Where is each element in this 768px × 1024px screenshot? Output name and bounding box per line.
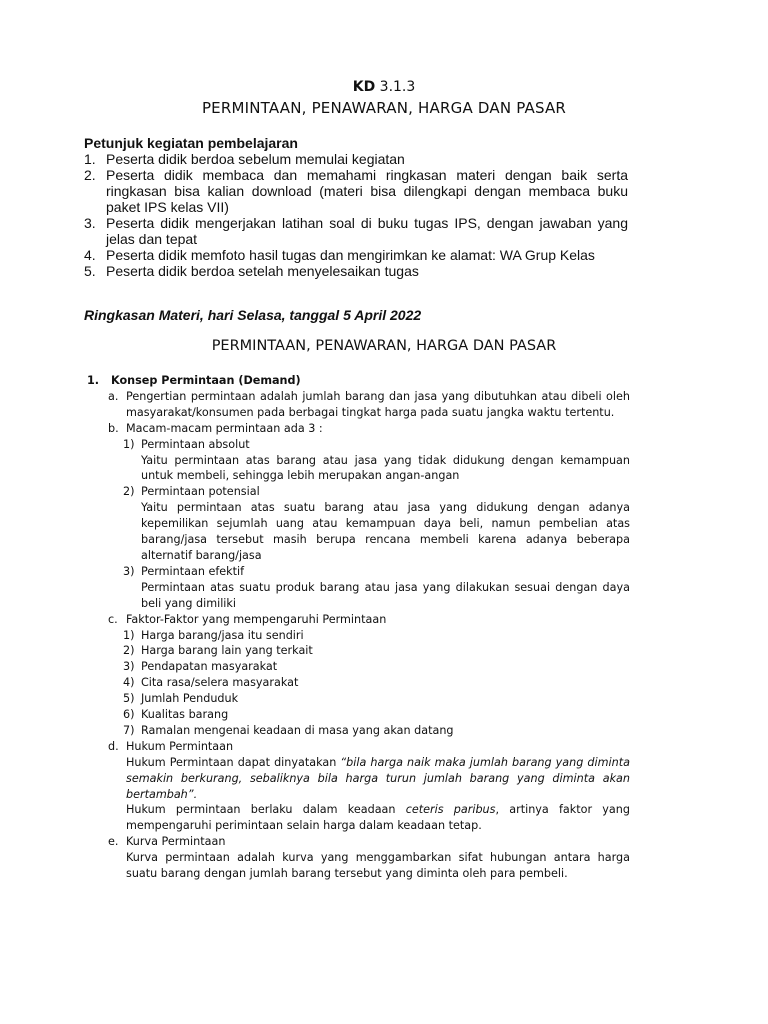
point-letter: e.: [108, 835, 119, 849]
instruction-item: [84, 167, 628, 215]
point-e: [84, 834, 630, 850]
factor-text: Harga barang lain yang terkait: [141, 644, 313, 658]
factor-text: Ramalan mengenai keadaan di masa yang akan datang: [141, 723, 454, 737]
point-letter: c.: [108, 612, 118, 626]
subpoint-number: 6): [123, 708, 135, 722]
factor-item: [84, 659, 630, 675]
instruction-text: Peserta didik berdoa sebelum memulai kegiatan: [106, 151, 405, 167]
law-lead-text: Hukum Permintaan dapat dinyatakan: [126, 755, 341, 769]
subpoint-number: 2): [123, 644, 135, 658]
point-b: [84, 421, 630, 437]
demand-curve-desc: Kurva permintaan adalah kurva yang menggambarkan sifat hubungan antara harga suatu barang dengan jumlah barang tersebut yang diminta oleh para pembeli.: [126, 851, 630, 881]
instruction-number: 1.: [84, 151, 96, 167]
ceteris-lead-text: Hukum permintaan berlaku dalam keadaan: [126, 803, 406, 817]
instruction-number: 2.: [84, 167, 96, 183]
demand-type-title: Permintaan efektif: [141, 564, 245, 578]
ceteris-paribus-term: ceteris paribus: [405, 803, 496, 817]
section-1-heading: [84, 373, 630, 389]
point-c: [84, 612, 630, 628]
subpoint-number: 2): [123, 485, 135, 499]
demand-type-title: Permintaan potensial: [141, 485, 260, 499]
point-e-text: Kurva Permintaan: [126, 835, 226, 849]
factor-item: [84, 643, 630, 659]
law-of-demand-paragraph: [84, 755, 630, 803]
factor-text: Harga barang/jasa itu sendiri: [141, 628, 304, 642]
subpoint-number: 5): [123, 692, 135, 706]
instructions-heading: Petunjuk kegiatan pembelajaran: [84, 135, 298, 151]
point-letter: a.: [108, 389, 119, 403]
demand-type-3-desc: Permintaan atas suatu produk barang atau jasa yang dilakukan sesuai dengan daya beli yang dimiliki: [141, 580, 630, 610]
demand-type-1-desc: Yaitu permintaan atas barang atau jasa yang tidak didukung dengan kemampuan untuk membeli, sehingga lebih merupakan angan-angan: [141, 453, 630, 483]
instruction-number: 4.: [84, 247, 96, 263]
demand-type-title: Permintaan absolut: [141, 437, 250, 451]
instruction-item: [84, 215, 628, 247]
point-a: [84, 389, 630, 421]
factor-item: [84, 707, 630, 723]
instruction-text: Peserta didik berdoa setelah menyelesaikan tugas: [106, 263, 419, 279]
subpoint-number: 3): [123, 564, 135, 578]
subpoint-number: 1): [123, 437, 135, 451]
instruction-item: [84, 151, 628, 167]
point-c-text: Faktor-Faktor yang mempengaruhi Permintaan: [126, 612, 387, 626]
point-letter: b.: [108, 421, 119, 435]
content-body: [84, 373, 630, 882]
factor-item: [84, 628, 630, 644]
instruction-text: Peserta didik membaca dan memahami ringkasan materi dengan baik serta ringkasan bisa kalian download (materi bisa dilengkapi dengan membaca buku paket IPS kelas VII): [106, 167, 628, 215]
factor-item: [84, 691, 630, 707]
factor-text: Kualitas barang: [141, 708, 229, 722]
point-d: [84, 739, 630, 755]
instruction-number: 3.: [84, 215, 96, 231]
ceteris-tail-text: , artinya faktor yang mempengaruhi perimintaan selain harga dalam keadaan tetap.: [126, 803, 630, 833]
instruction-item: [84, 247, 628, 263]
factor-item: [84, 675, 630, 691]
point-d-text: Hukum Permintaan: [126, 739, 234, 753]
demand-type-2-desc: Yaitu permintaan atas suatu barang atau jasa yang didukung dengan adanya kepemilikan sejumlah uang atau kemampuan daya beli, namun pembelian atas barang/jasa tersebut masih berupa rencana membeli karena adanya beberapa alternatif barang/jasa: [141, 501, 630, 562]
factor-text: Jumlah Penduduk: [141, 692, 239, 706]
instructions-list: [84, 151, 628, 279]
subpoint-number: 3): [123, 660, 135, 674]
instruction-item: [84, 263, 628, 279]
subpoint-number: 1): [123, 628, 135, 642]
law-quote: “bila harga naik maka jumlah barang yang diminta semakin berkurang, sebaliknya bila harga turun jumlah barang yang diminta akan bertambah”.: [126, 755, 630, 801]
kd-label: KD: [352, 79, 376, 95]
factor-item: [84, 723, 630, 739]
instruction-text: Peserta didik mengerjakan latihan soal di buku tugas IPS, dengan jawaban yang jelas dan tepat: [106, 215, 628, 247]
demand-type-2: [84, 484, 630, 500]
demand-type-1: [84, 437, 630, 453]
point-letter: d.: [108, 739, 119, 753]
point-b-text: Macam-macam permintaan ada 3 :: [126, 421, 323, 435]
summary-date-line: Ringkasan Materi, hari Selasa, tanggal 5 April 2022: [84, 307, 422, 323]
section-title: PERMINTAAN, PENAWARAN, HARGA DAN PASAR: [211, 338, 557, 354]
kd-heading: [0, 79, 768, 95]
subpoint-number: 4): [123, 676, 135, 690]
section-number: 1.: [87, 374, 100, 387]
factor-text: Pendapatan masyarakat: [141, 660, 278, 674]
page-title: PERMINTAAN, PENAWARAN, HARGA DAN PASAR: [201, 99, 567, 117]
kd-number: 3.1.3: [379, 79, 416, 95]
ceteris-paribus-paragraph: [84, 802, 630, 834]
subpoint-number: 7): [123, 723, 135, 737]
factor-text: Cita rasa/selera masyarakat: [141, 676, 299, 690]
instruction-text: Peserta didik memfoto hasil tugas dan mengirimkan ke alamat: WA Grup Kelas: [106, 247, 595, 263]
section-1-title: Konsep Permintaan (Demand): [111, 374, 301, 387]
demand-type-3: [84, 564, 630, 580]
point-a-text: Pengertian permintaan adalah jumlah barang dan jasa yang dibutuhkan atau dibeli oleh masyarakat/konsumen pada berbagai tingkat harga pada suatu jangka waktu tertentu.: [126, 389, 630, 419]
instruction-number: 5.: [84, 263, 96, 279]
